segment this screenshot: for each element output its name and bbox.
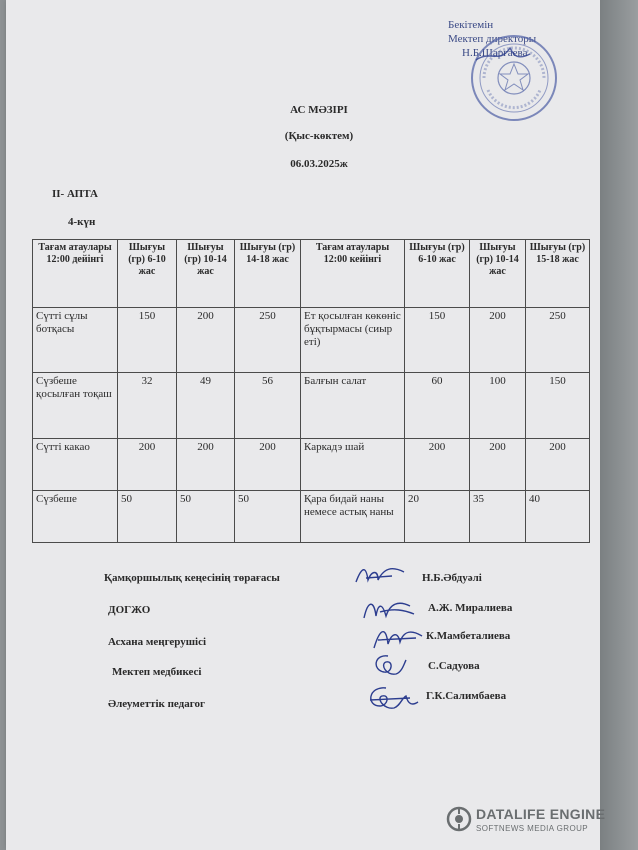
- signature-icon: [370, 622, 426, 652]
- signature-icon: [352, 562, 408, 590]
- signer-role: Мектеп медбикесі: [112, 666, 202, 678]
- table-cell: Сүзбеше қосылған тоқаш: [33, 373, 118, 439]
- signer-role: Қамқоршылық кеңесінің төрағасы: [104, 572, 280, 584]
- approval-line-3: Н.Б.Шарғаева: [462, 47, 528, 59]
- table-cell: 200: [470, 308, 526, 373]
- table-cell: 200: [526, 439, 590, 491]
- background-edge: [600, 0, 638, 850]
- table-cell: 40: [526, 491, 590, 543]
- signature-icon: [366, 650, 410, 680]
- table-cell: 150: [118, 308, 177, 373]
- watermark-brand: DATALIFE ENGINE: [476, 806, 606, 822]
- table-cell: 150: [405, 308, 470, 373]
- document-date: 06.03.2025ж: [290, 158, 348, 170]
- table-cell: 200: [177, 308, 235, 373]
- table-cell: Балғын салат: [301, 373, 405, 439]
- table-cell: 50: [177, 491, 235, 543]
- header-cell: Шығуы (гр) 10-14 жас: [470, 240, 526, 308]
- approval-line-1: Бекітемін: [448, 19, 494, 31]
- table-cell: Қара бидай наны немесе астық наны: [301, 491, 405, 543]
- table-cell: 200: [405, 439, 470, 491]
- table-row: [33, 373, 590, 439]
- table-row: [33, 439, 590, 491]
- table-cell: 49: [177, 373, 235, 439]
- datalife-logo-icon: [446, 806, 472, 832]
- header-cell: Шығуы (гр) 6-10 жас: [405, 240, 470, 308]
- table-cell: 35: [470, 491, 526, 543]
- table-cell: 60: [405, 373, 470, 439]
- signer-name: К.Мамбеталиева: [426, 630, 511, 642]
- table-cell: Сүтті сұлы ботқасы: [33, 308, 118, 373]
- signer-role: Әлеуметтік педагог: [108, 698, 205, 710]
- table-cell: Сүтті какао: [33, 439, 118, 491]
- table-cell: 200: [118, 439, 177, 491]
- signer-name: Н.Б.Әбдуәлі: [422, 572, 482, 584]
- table-cell: Ет қосылған көкөніс бұқтырмасы (сиыр еті): [301, 308, 405, 373]
- document-title: АС МӘЗІРІ: [290, 104, 348, 116]
- table-cell: 56: [235, 373, 301, 439]
- header-cell: Шығуы (гр) 10-14 жас: [177, 240, 235, 308]
- menu-table: [32, 239, 590, 543]
- header-cell: Шығуы (гр) 6-10 жас: [118, 240, 177, 308]
- table-cell: 150: [526, 373, 590, 439]
- table-cell: 200: [177, 439, 235, 491]
- signer-name: А.Ж. Миралиева: [428, 602, 513, 614]
- table-cell: 200: [235, 439, 301, 491]
- week-label: ІІ- АПТА: [52, 188, 98, 200]
- signer-role: Асхана меңгерушісі: [108, 636, 207, 648]
- table-cell: 32: [118, 373, 177, 439]
- signature-icon: [360, 680, 420, 716]
- table-cell: 20: [405, 491, 470, 543]
- watermark: [446, 804, 616, 840]
- table-cell: 250: [526, 308, 590, 373]
- table-cell: 250: [235, 308, 301, 373]
- watermark-tagline: SOFTNEWS MEDIA GROUP: [476, 824, 589, 833]
- header-cell: Шығуы (гр) 14-18 жас: [235, 240, 301, 308]
- signature-icon: [360, 594, 418, 624]
- table-cell: 50: [235, 491, 301, 543]
- header-cell: Тағам атаулары 12:00 дейінгі: [33, 240, 118, 308]
- header-cell: Тағам атаулары 12:00 кейінгі: [301, 240, 405, 308]
- document-subtitle: (Қыс-көктем): [284, 130, 354, 142]
- signer-name: Г.К.Салимбаева: [426, 690, 507, 702]
- header-cell: Шығуы (гр) 15-18 жас: [526, 240, 590, 308]
- signer-name: С.Садуова: [428, 660, 480, 672]
- table-cell: Каркадэ шай: [301, 439, 405, 491]
- table-cell: 50: [118, 491, 177, 543]
- approval-line-2: Мектеп директоры: [448, 33, 537, 45]
- table-cell: 200: [470, 439, 526, 491]
- day-label: 4-күн: [68, 216, 96, 228]
- table-cell: 100: [470, 373, 526, 439]
- table-row: [33, 491, 590, 543]
- table-row: [33, 308, 590, 373]
- signer-role: ДОГЖО: [108, 604, 151, 616]
- table-cell: Сүзбеше: [33, 491, 118, 543]
